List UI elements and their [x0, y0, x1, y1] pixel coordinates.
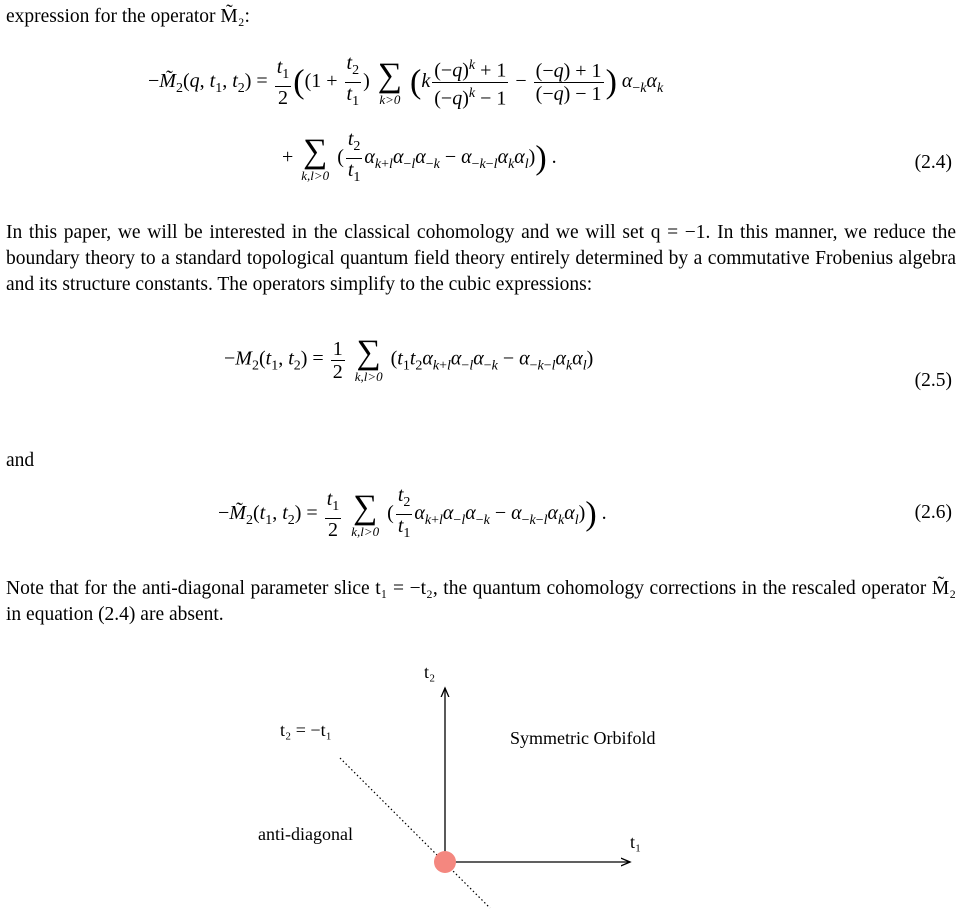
and-text: and: [6, 450, 35, 471]
equation-2-6: $-M̃_2(t_1$, $t_2$) = $\frac{t_1}{2}$ ∑ k,l>0 ( $\frac{t_2}{t_1}$ $\alpha_{k+l}\alpha_{-l}\alpha_{-k} - \alpha_{-k-l}\alpha_k\alpha_l$)) .: [218, 484, 607, 541]
intro-text: expression for the operator M̃₂:: [6, 6, 250, 27]
anti-diagonal-line: [340, 758, 490, 908]
origin-marker: [434, 851, 456, 873]
line-equation-label: t₂ = −t₁: [280, 720, 332, 740]
parameter-space-diagram: [0, 650, 962, 915]
symmetric-orbifold-label: Symmetric Orbifold: [510, 728, 656, 748]
equation-2-4-line1: $-M̃_2(q$, $t_1$, $t_2$) = $\frac{t_1}{2}$ ((1 + $\frac{t_2}{t_1}$ ) ∑ k>0 (k $\frac{(-q)^k + 1}{(-q)^k - 1}$ − $\frac{(-q) + 1}{(-q) - 1}$ ) $\alpha_{-k}\alpha_k$: [148, 52, 664, 110]
paragraph-anti-diagonal: Note that for the anti-diagonal parameter slice t₁ = −t₂, the quantum cohomology corrections in the rescaled operator M̃₂ in equation (2.4) are absent.: [6, 578, 956, 625]
anti-diagonal-label: anti-diagonal: [258, 824, 353, 844]
equation-2-4-line2: + ∑ k,l>0 ( $\frac{t_2}{t_1}$ $\alpha_{k+l}\alpha_{-l}\alpha_{-k} - \alpha_{-k-l}\alpha_k\alpha_l$)) .: [282, 128, 557, 185]
t2-axis-label: t₂: [424, 662, 436, 682]
equation-number-2-4: (2.4): [914, 152, 952, 173]
equation-number-2-6: (2.6): [914, 502, 952, 523]
equation-number-2-5: (2.5): [914, 370, 952, 391]
equation-2-5: $-M_2(t_1$, $t_2$) = $\frac{1}{2}$ ∑ k,l>0 $(t_1t_2\alpha_{k+l}\alpha_{-l}\alpha_{-k} - \alpha_{-k-l}\alpha_k\alpha_l)$: [224, 334, 594, 384]
paragraph-classical-cohomology: In this paper, we will be interested in the classical cohomology and we will set q = −1. In this manner, we reduce the boundary theory to a standard topological quantum field theory entirely determined by a commutative Frobenius algebra and its structure constants. The operators simplify to the cubic expressions:: [6, 222, 956, 295]
diagram-canvas: [0, 650, 962, 915]
t1-axis-label: t₁: [630, 832, 642, 852]
